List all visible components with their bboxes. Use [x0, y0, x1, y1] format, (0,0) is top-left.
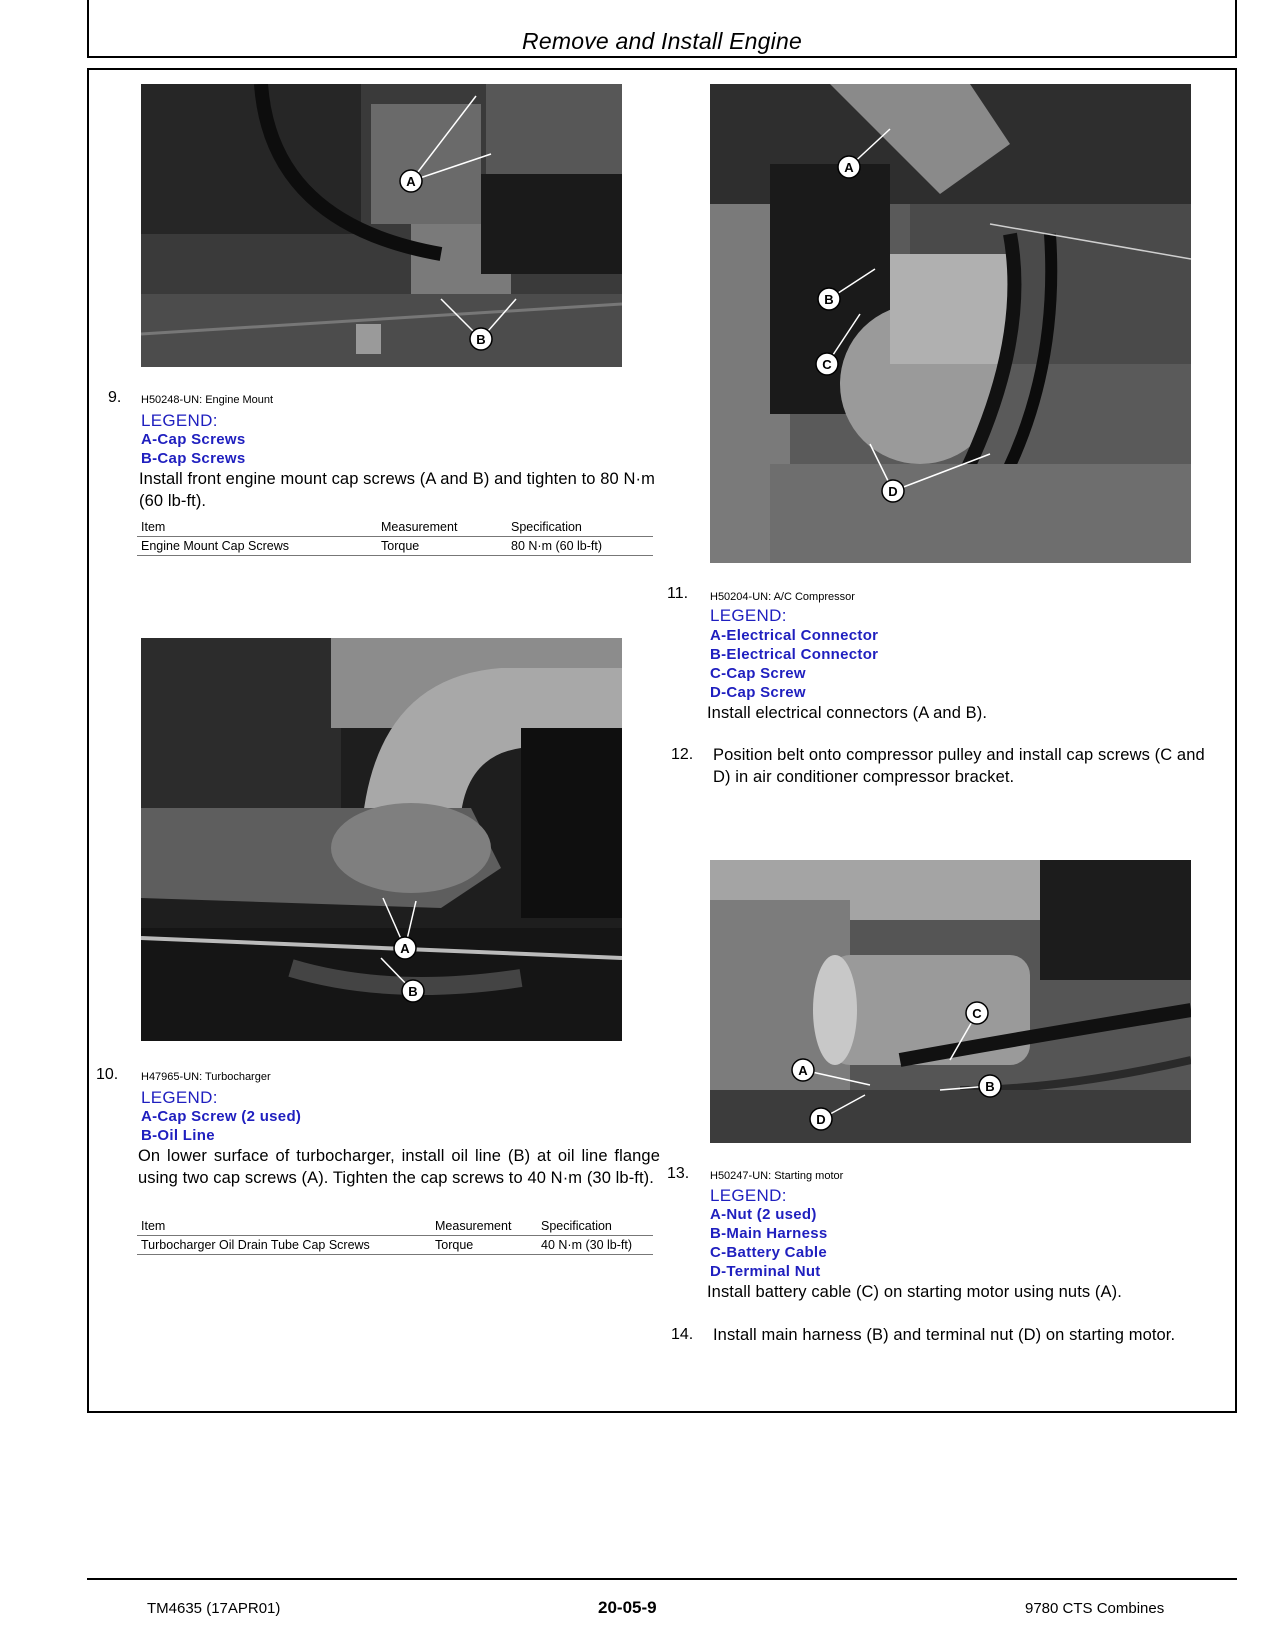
footer-product: 9780 CTS Combines	[1025, 1600, 1165, 1617]
callout-b-label: B	[824, 292, 834, 307]
callout-a-label: A	[400, 941, 410, 956]
callouts-turbocharger	[141, 638, 622, 1041]
step-13-legend-item: A-Nut (2 used)	[710, 1206, 817, 1223]
callout-d-label: D	[816, 1112, 826, 1127]
table-header: Item	[137, 1217, 431, 1236]
footer-rule	[87, 1578, 1237, 1580]
table-header: Measurement	[377, 518, 507, 537]
callout-b-label: B	[408, 984, 418, 999]
step-14-text: Install main harness (B) and terminal nut (D) on starting motor.	[713, 1326, 1176, 1344]
table-header: Item	[137, 518, 377, 537]
step-11-caption: H50204-UN: A/C Compressor	[710, 591, 855, 603]
callout-b-label: B	[476, 332, 486, 347]
table-cell: Turbocharger Oil Drain Tube Cap Screws	[137, 1236, 431, 1255]
step-11-legend-item: C-Cap Screw	[710, 665, 806, 682]
step-11-legend-item: D-Cap Screw	[710, 684, 806, 701]
step-10-legend-item: B-Oil Line	[141, 1127, 215, 1144]
callout-d-label: D	[888, 484, 898, 499]
table-cell: Torque	[377, 537, 507, 556]
step-12-number: 12.	[671, 746, 694, 763]
table-header: Measurement	[431, 1217, 537, 1236]
step-9-legend-item: A-Cap Screws	[141, 431, 246, 448]
step-10-text: On lower surface of turbocharger, install oil line (B) at oil line flange using two cap screws (A). Tighten the cap screws to 40 N·m (30 lb-ft).	[138, 1147, 660, 1187]
table-cell: Engine Mount Cap Screws	[137, 537, 377, 556]
callouts-ac-compressor	[710, 84, 1191, 563]
callouts-starting-motor	[710, 860, 1191, 1143]
step-11-legend-title: LEGEND:	[710, 606, 787, 625]
step-11-text: Install electrical connectors (A and B).	[707, 704, 988, 722]
callouts-engine-mount	[141, 84, 622, 367]
table-header: Specification	[507, 518, 653, 537]
step-9-number: 9.	[108, 389, 122, 406]
step-9-legend-title: LEGEND:	[141, 411, 218, 430]
table-header: Specification	[537, 1217, 653, 1236]
step-10-legend-title: LEGEND:	[141, 1088, 218, 1107]
step-13-number: 13.	[667, 1165, 690, 1182]
footer-page-number: 20-05-9	[598, 1598, 657, 1617]
step-11-legend-item: A-Electrical Connector	[710, 627, 879, 644]
step-11-number: 11.	[667, 585, 689, 602]
step-13-text: Install battery cable (C) on starting motor using nuts (A).	[707, 1283, 1122, 1301]
step-9-legend-item: B-Cap Screws	[141, 450, 246, 467]
table-cell: 80 N·m (60 lb-ft)	[507, 537, 653, 556]
step-14-number: 14.	[671, 1326, 694, 1343]
table-cell: 40 N·m (30 lb-ft)	[537, 1236, 653, 1255]
step-13-legend-item: D-Terminal Nut	[710, 1263, 821, 1280]
step-10-number: 10.	[96, 1066, 119, 1083]
callout-a-label: A	[844, 160, 854, 175]
step-9-text: Install front engine mount cap screws (A and B) and tighten to 80 N·m (60 lb-ft).	[139, 470, 655, 510]
callout-c-label: C	[972, 1006, 982, 1021]
step-13-legend-item: B-Main Harness	[710, 1225, 828, 1242]
step-12-text: Position belt onto compressor pulley and install cap screws (C and D) in air conditioner compressor bracket.	[713, 746, 1205, 786]
callout-c-label: C	[822, 357, 832, 372]
step-11-legend-item: B-Electrical Connector	[710, 646, 879, 663]
page-title: Remove and Install Engine	[522, 28, 802, 54]
table-cell: Torque	[431, 1236, 537, 1255]
footer-doc-id: TM4635 (17APR01)	[147, 1600, 281, 1617]
step-10-legend-item: A-Cap Screw (2 used)	[141, 1108, 302, 1125]
step-13-legend-title: LEGEND:	[710, 1186, 787, 1205]
spec-table-engine-mount	[137, 518, 653, 556]
step-10-caption: H47965-UN: Turbocharger	[141, 1071, 271, 1083]
callout-a-label: A	[798, 1063, 808, 1078]
spec-table-turbocharger	[137, 1217, 653, 1255]
step-13-legend-item: C-Battery Cable	[710, 1244, 828, 1261]
step-13-caption: H50247-UN: Starting motor	[710, 1170, 844, 1182]
callout-b-label: B	[985, 1079, 995, 1094]
callout-a-label: A	[406, 174, 416, 189]
step-9-caption: H50248-UN: Engine Mount	[141, 394, 274, 406]
